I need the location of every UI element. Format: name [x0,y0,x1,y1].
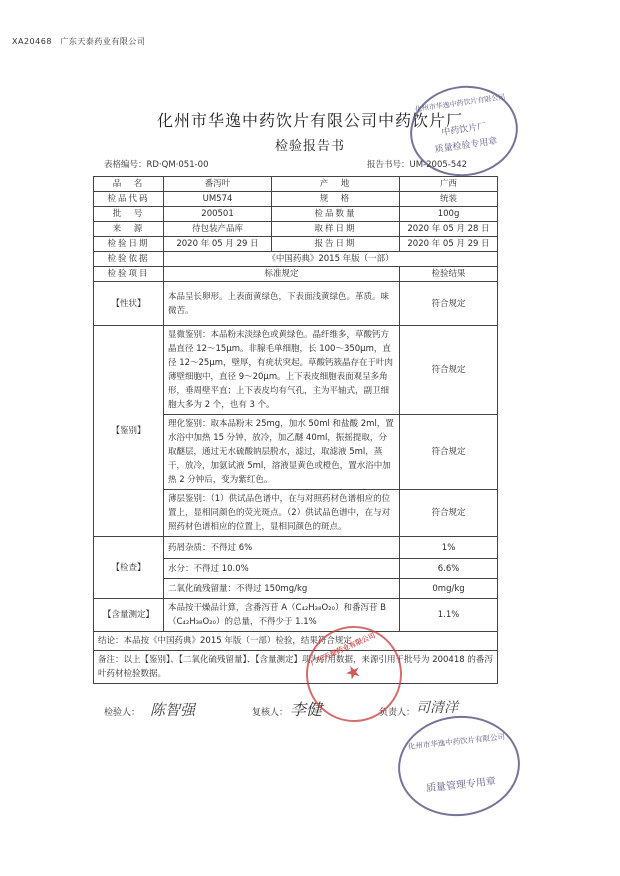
spec-value: 统装 [400,192,498,207]
basis-value: 《中国药典》2015 年版（一部） [164,252,498,267]
report-date-label: 报告日期 [272,237,400,252]
batch-value: 200501 [164,207,272,222]
origin-label: 产 地 [272,177,400,192]
company-title: 化州市华逸中药饮片有限公司中药饮片厂 [156,111,463,130]
impurity-result: 1% [400,537,498,559]
standard-header: 标准规定 [164,267,400,282]
sample-date-value: 2020 年 05 月 28 日 [400,222,498,237]
water-result: 6.6% [400,559,498,579]
chem-result: 符合规定 [400,415,498,490]
so2-text: 二氧化硫残留量：不得过 150mg/kg [164,579,400,599]
reviewer-signature: 李健 [290,700,323,719]
inspector-label: 检验人： [104,708,141,718]
ident-label: 【鉴别】 [94,326,164,537]
traits-text: 本品呈长卵形。上表面黄绿色，下表面浅黄绿色。革质。味微苦。 [164,282,400,326]
remarks: 备注：以上【鉴别】、【二氧化硫残留量】、【含量测定】项为引用数据，来源引用于批号为 200418 的番泻叶药材检验数据。 [94,651,498,684]
micro-result: 符合规定 [400,326,498,415]
stamp-purpose-text: 质量检验专用章 [434,136,498,156]
tlc-result: 符合规定 [400,490,498,537]
traits-result: 符合规定 [400,282,498,326]
responsible-signature: 司清洋 [416,700,458,716]
item-header: 检验项目 [94,267,164,282]
assay-text: 本品按干燥品计算，含番泻苷 A（C₄₂H₃₈O₂₀）和番泻苷 B（C₄₂H₃₈O₂₀）的总量，不得少于 1.1% [164,599,400,632]
impurity-text: 药屑杂质：不得过 6% [164,537,400,559]
qty-value: 100g [400,207,498,222]
test-date-label: 检验日期 [94,237,164,252]
quality-management-stamp [393,710,525,822]
form-number: 表格编号：RD·QM·051-00 [104,160,209,170]
stamp-company-text-2: 化州市华逸中药饮片有限公司 [407,732,506,752]
result-header: 检验结果 [400,267,498,282]
stamp-purpose-text-2: 质量管理专用章 [425,776,497,795]
test-date-value: 2020 年 05 月 29 日 [164,237,272,252]
red-stamp-text: 广东天泰药业有限公司 [309,631,377,668]
stamp-company-text: 化州市华逸中药饮片有限公司 [414,92,506,114]
so2-result: 0mg/kg [400,579,498,599]
basis-label: 检验依据 [94,252,164,267]
report-title: 检验报告书 [274,139,345,154]
stamp-factory-text: 中药饮片厂 [440,121,487,139]
name-value: 番泻叶 [164,177,272,192]
report-number: 报告书号：UM-2005-542 [367,160,468,170]
batch-label: 批 号 [94,207,164,222]
check-label: 【检查】 [94,537,164,599]
report-date-value: 2020 年 05 月 29 日 [400,237,498,252]
reviewer-label: 复核人： [252,708,289,718]
code-label: 检品代码 [94,192,164,207]
code-value: UM574 [164,192,272,207]
qty-label: 检品数量 [272,207,400,222]
assay-result: 1.1% [400,599,498,632]
star-icon: ★ [341,659,366,686]
tlc-text: 薄层鉴别：（1）供试品色谱中，在与对照药材色谱相应的位置上，显相同颜色的荧光斑点。（2）供试品色谱中，在与对照药材色谱相应的位置上，显相同颜色的斑点。 [164,490,400,537]
report-table [93,176,498,684]
assay-label: 【含量测定】 [94,599,164,632]
spec-label: 规 格 [272,192,400,207]
source-label: 来 源 [94,222,164,237]
responsible-label: 负责人： [379,708,416,718]
conclusion: 结论：本品按《中国药典》2015 年版（一部）检验，结果符合规定 [94,632,498,651]
water-text: 水分：不得过 10.0% [164,559,400,579]
source-value: 待包装产品库 [164,222,272,237]
sample-date-label: 取样日期 [272,222,400,237]
traits-label: 【性状】 [94,282,164,326]
document-code: XA20468 广东天泰药业有限公司 [12,37,146,46]
inspector-signature: 陈智强 [150,701,196,719]
chem-text: 理化鉴别：取本品粉末 25mg，加水 50ml 和盐酸 2ml，置水浴中加热 15 分钟，放冷，加乙醚 40ml，振摇提取，分取醚层，通过无水硫酸钠层脱水，滤过，取滤液 5ml，蒸干，放冷，加氨试液 5ml，溶液显黄色或橙色，置水浴中加热 2 分钟后，变为紫红色。 [164,415,400,490]
origin-value: 广西 [400,177,498,192]
name-label: 品 名 [94,177,164,192]
micro-text: 显微鉴别：本品粉末淡绿色或黄绿色。晶纤维多，草酸钙方晶直径 12～15μm。非腺毛单细胞，长 100～350μm，直径 12～25μm，壁厚，有疣状突起。草酸钙簇晶存在于叶肉薄壁细胞中，直径 9～20μm。上下表皮细胞表面观呈多角形，垂周壁平直；上下表皮均有气孔，主为平轴式，副卫细胞大多为 2 个，也有 3 个。 [164,326,400,415]
